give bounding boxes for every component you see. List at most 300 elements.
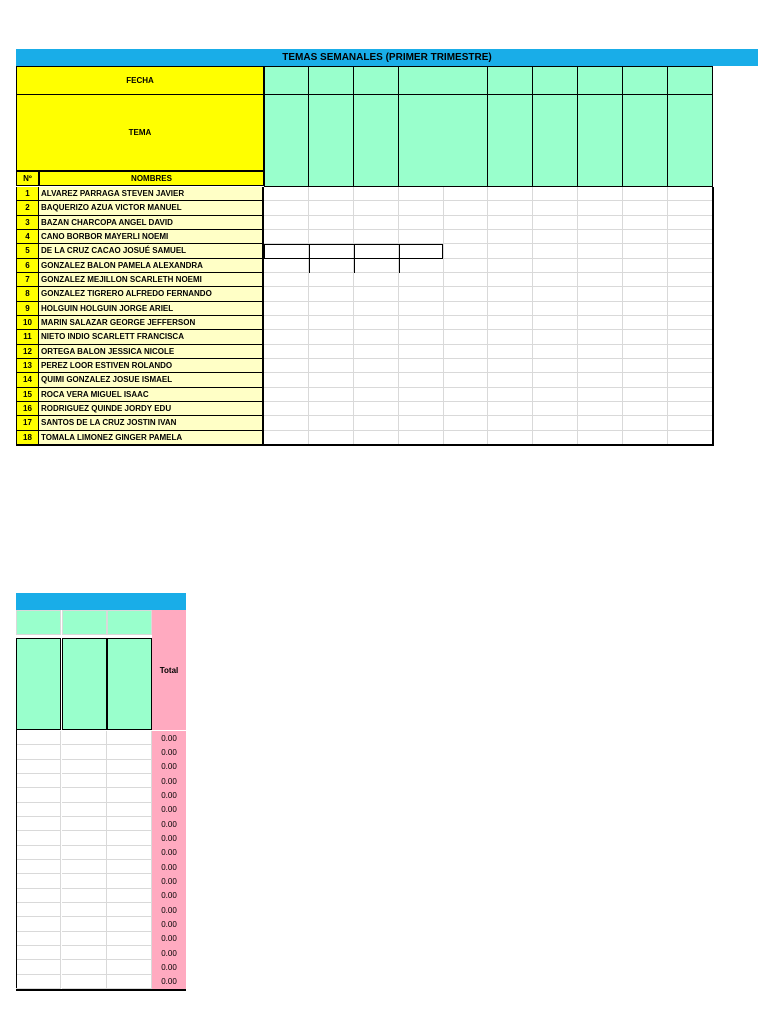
grade-cell[interactable] — [264, 316, 309, 330]
grade-cell[interactable] — [578, 230, 623, 244]
grade-cell[interactable] — [488, 187, 533, 201]
grade-cell[interactable] — [264, 431, 309, 445]
summary-cell[interactable] — [62, 788, 107, 802]
grade-cell[interactable] — [264, 402, 309, 416]
grade-cell[interactable] — [668, 373, 713, 387]
summary-cell[interactable] — [62, 874, 107, 888]
grade-cell[interactable] — [309, 230, 354, 244]
grade-cell[interactable] — [533, 273, 578, 287]
grade-cell[interactable] — [264, 359, 309, 373]
grade-cell[interactable] — [578, 244, 623, 258]
total-value: 0.00 — [152, 803, 186, 817]
summary-cell[interactable] — [62, 917, 107, 931]
grade-cell[interactable] — [578, 359, 623, 373]
summary-cell[interactable] — [62, 760, 107, 774]
row-number: 15 — [16, 388, 39, 402]
grade-cell[interactable] — [578, 287, 623, 301]
grade-cell[interactable] — [354, 416, 399, 430]
summary-cell[interactable] — [107, 975, 152, 989]
summary-cell[interactable] — [16, 917, 61, 931]
grade-cell[interactable] — [443, 431, 488, 445]
summary-cell[interactable] — [107, 803, 152, 817]
summary-cell[interactable] — [16, 903, 61, 917]
grade-cell[interactable] — [668, 259, 713, 273]
summary-cell[interactable] — [107, 760, 152, 774]
grade-cell[interactable] — [533, 345, 578, 359]
student-name: GONZALEZ TIGRERO ALFREDO FERNANDO — [39, 287, 264, 301]
grade-cell[interactable] — [578, 302, 623, 316]
grade-cell[interactable] — [533, 259, 578, 273]
grade-cell[interactable] — [354, 330, 399, 344]
summary-cell[interactable] — [62, 975, 107, 989]
summary-cell[interactable] — [16, 846, 61, 860]
summary-cell[interactable] — [62, 745, 107, 759]
summary-cell[interactable] — [107, 774, 152, 788]
grade-cell[interactable] — [488, 431, 533, 445]
grade-cell[interactable] — [354, 431, 399, 445]
tema-header: TEMA — [16, 95, 264, 171]
highlight-divider — [399, 244, 400, 273]
grade-cell[interactable] — [533, 402, 578, 416]
grade-cell[interactable] — [533, 244, 578, 258]
grade-cell[interactable] — [578, 201, 623, 215]
grade-cell[interactable] — [399, 316, 444, 330]
summary-tema-cell — [16, 638, 61, 730]
grade-cell[interactable] — [623, 373, 668, 387]
total-value: 0.00 — [152, 860, 186, 874]
grade-cell[interactable] — [443, 359, 488, 373]
grade-cell[interactable] — [399, 431, 444, 445]
summary-cell[interactable] — [16, 745, 61, 759]
grade-cell[interactable] — [623, 273, 668, 287]
grade-cell[interactable] — [488, 416, 533, 430]
total-value: 0.00 — [152, 917, 186, 931]
row-number: 4 — [16, 230, 39, 244]
grade-cell[interactable] — [668, 402, 713, 416]
grade-cell[interactable] — [399, 416, 444, 430]
nombres-header: NOMBRES — [39, 171, 264, 186]
grade-cell[interactable] — [264, 216, 309, 230]
grade-cell[interactable] — [264, 388, 309, 402]
num-header: Nº — [16, 171, 39, 186]
grade-cell[interactable] — [488, 388, 533, 402]
summary-cell[interactable] — [107, 745, 152, 759]
row-number: 8 — [16, 287, 39, 301]
row-number: 14 — [16, 373, 39, 387]
summary-cell[interactable] — [62, 932, 107, 946]
grade-cell[interactable] — [578, 402, 623, 416]
grade-cell[interactable] — [578, 388, 623, 402]
summary-cell[interactable] — [16, 960, 61, 974]
grade-cell[interactable] — [443, 388, 488, 402]
student-name: ORTEGA BALON JESSICA NICOLE — [39, 345, 264, 359]
summary-cell[interactable] — [62, 803, 107, 817]
grade-cell[interactable] — [443, 316, 488, 330]
summary-cell[interactable] — [16, 831, 61, 845]
grade-cell[interactable] — [533, 416, 578, 430]
student-name: GONZALEZ MEJILLON SCARLETH NOEMI — [39, 273, 264, 287]
grade-cell[interactable] — [623, 230, 668, 244]
grade-cell[interactable] — [354, 187, 399, 201]
grade-cell[interactable] — [399, 302, 444, 316]
grade-cell[interactable] — [443, 201, 488, 215]
grade-cell[interactable] — [623, 431, 668, 445]
summary-cell[interactable] — [107, 817, 152, 831]
grade-cell[interactable] — [309, 316, 354, 330]
summary-cell[interactable] — [16, 788, 61, 802]
grade-cell[interactable] — [399, 287, 444, 301]
row-number: 9 — [16, 302, 39, 316]
highlight-divider — [309, 244, 310, 273]
grade-cell[interactable] — [488, 345, 533, 359]
grade-cell[interactable] — [623, 287, 668, 301]
grade-cell[interactable] — [623, 259, 668, 273]
grade-cell[interactable] — [668, 359, 713, 373]
grade-cell[interactable] — [443, 302, 488, 316]
summary-cell[interactable] — [107, 889, 152, 903]
summary-cell[interactable] — [16, 889, 61, 903]
grade-cell[interactable] — [309, 216, 354, 230]
grade-cell[interactable] — [264, 187, 309, 201]
grade-cell[interactable] — [443, 330, 488, 344]
grade-cell[interactable] — [309, 373, 354, 387]
grade-cell[interactable] — [354, 259, 399, 273]
grid-right-border — [712, 187, 714, 445]
grade-cell[interactable] — [309, 330, 354, 344]
grade-cell[interactable] — [578, 416, 623, 430]
grade-cell[interactable] — [488, 259, 533, 273]
row-number: 7 — [16, 273, 39, 287]
grade-cell[interactable] — [488, 244, 533, 258]
summary-cell[interactable] — [16, 774, 61, 788]
total-value: 0.00 — [152, 788, 186, 802]
grade-cell[interactable] — [354, 316, 399, 330]
grade-cell[interactable] — [309, 402, 354, 416]
summary-cell[interactable] — [16, 731, 61, 745]
grade-cell[interactable] — [578, 330, 623, 344]
grade-cell[interactable] — [309, 201, 354, 215]
grade-cell[interactable] — [354, 273, 399, 287]
summary-tema-cell — [107, 638, 152, 730]
total-value: 0.00 — [152, 745, 186, 759]
grade-cell[interactable] — [623, 316, 668, 330]
total-value: 0.00 — [152, 889, 186, 903]
grade-cell[interactable] — [354, 302, 399, 316]
grade-cell[interactable] — [668, 187, 713, 201]
grade-cell[interactable] — [578, 431, 623, 445]
summary-cell[interactable] — [107, 846, 152, 860]
grade-cell[interactable] — [443, 373, 488, 387]
grade-cell[interactable] — [578, 273, 623, 287]
grade-cell[interactable] — [399, 273, 444, 287]
summary-cell[interactable] — [62, 946, 107, 960]
summary-cell[interactable] — [62, 860, 107, 874]
grade-cell[interactable] — [578, 216, 623, 230]
grade-cell[interactable] — [668, 216, 713, 230]
student-name: DE LA CRUZ CACAO JOSUÉ SAMUEL — [39, 244, 264, 258]
grade-cell[interactable] — [354, 388, 399, 402]
grade-cell[interactable] — [668, 230, 713, 244]
summary-cell[interactable] — [107, 960, 152, 974]
summary-date-cell — [107, 610, 152, 635]
grade-cell[interactable] — [399, 259, 444, 273]
grade-cell[interactable] — [578, 187, 623, 201]
grade-cell[interactable] — [399, 201, 444, 215]
summary-cell[interactable] — [16, 860, 61, 874]
summary-cell[interactable] — [62, 846, 107, 860]
summary-cell[interactable] — [16, 874, 61, 888]
grade-cell[interactable] — [533, 302, 578, 316]
grade-cell[interactable] — [668, 201, 713, 215]
tema-cell — [533, 95, 578, 187]
grade-cell[interactable] — [264, 273, 309, 287]
row-number: 10 — [16, 316, 39, 330]
grade-cell[interactable] — [309, 388, 354, 402]
grade-cell[interactable] — [264, 230, 309, 244]
grade-cell[interactable] — [354, 216, 399, 230]
student-name: CANO BORBOR MAYERLI NOEMI — [39, 230, 264, 244]
student-name: ALVAREZ PARRAGA STEVEN JAVIER — [39, 187, 264, 201]
grade-cell[interactable] — [578, 373, 623, 387]
student-name: GONZALEZ BALON PAMELA ALEXANDRA — [39, 259, 264, 273]
summary-cell[interactable] — [62, 903, 107, 917]
grade-cell[interactable] — [354, 201, 399, 215]
grade-cell[interactable] — [443, 287, 488, 301]
grade-cell[interactable] — [309, 345, 354, 359]
summary-cell[interactable] — [107, 874, 152, 888]
summary-cell[interactable] — [62, 774, 107, 788]
grade-cell[interactable] — [623, 201, 668, 215]
fecha-header: FECHA — [16, 66, 264, 95]
grade-cell[interactable] — [309, 259, 354, 273]
row-number: 6 — [16, 259, 39, 273]
total-value: 0.00 — [152, 846, 186, 860]
grade-cell[interactable] — [309, 416, 354, 430]
grade-cell[interactable] — [354, 402, 399, 416]
grade-cell[interactable] — [443, 273, 488, 287]
grade-cell[interactable] — [443, 259, 488, 273]
grade-cell[interactable] — [623, 302, 668, 316]
grade-cell[interactable] — [488, 330, 533, 344]
grade-cell[interactable] — [533, 287, 578, 301]
grade-cell[interactable] — [488, 359, 533, 373]
grade-cell[interactable] — [264, 287, 309, 301]
date-header-cell — [354, 66, 399, 95]
total-value: 0.00 — [152, 960, 186, 974]
grade-cell[interactable] — [668, 330, 713, 344]
grade-cell[interactable] — [443, 230, 488, 244]
date-header-cell — [264, 66, 309, 95]
summary-tema-cell — [62, 638, 107, 730]
row-number: 5 — [16, 244, 39, 258]
total-value: 0.00 — [152, 946, 186, 960]
summary-cell[interactable] — [16, 817, 61, 831]
summary-left-border — [16, 730, 17, 988]
summary-cell[interactable] — [107, 788, 152, 802]
total-value: 0.00 — [152, 932, 186, 946]
grade-cell[interactable] — [533, 230, 578, 244]
grade-cell[interactable] — [623, 345, 668, 359]
grade-cell[interactable] — [309, 302, 354, 316]
grade-cell[interactable] — [488, 302, 533, 316]
grade-cell[interactable] — [668, 388, 713, 402]
grade-cell[interactable] — [354, 345, 399, 359]
student-name: MARIN SALAZAR GEORGE JEFFERSON — [39, 316, 264, 330]
grade-cell[interactable] — [309, 431, 354, 445]
grade-cell[interactable] — [309, 287, 354, 301]
grade-cell[interactable] — [264, 302, 309, 316]
grade-cell[interactable] — [668, 431, 713, 445]
total-value: 0.00 — [152, 817, 186, 831]
grade-cell[interactable] — [488, 373, 533, 387]
grade-cell[interactable] — [623, 388, 668, 402]
summary-cell[interactable] — [62, 817, 107, 831]
grade-cell[interactable] — [354, 230, 399, 244]
row-number: 16 — [16, 402, 39, 416]
tema-cell — [668, 95, 713, 187]
row-number: 17 — [16, 416, 39, 430]
grade-cell[interactable] — [488, 230, 533, 244]
date-header-cell — [533, 66, 578, 95]
grade-cell[interactable] — [264, 259, 309, 273]
grade-cell[interactable] — [533, 216, 578, 230]
grade-cell[interactable] — [668, 273, 713, 287]
date-header-cell — [578, 66, 623, 95]
grade-cell[interactable] — [668, 316, 713, 330]
grade-cell[interactable] — [668, 287, 713, 301]
summary-cell[interactable] — [107, 831, 152, 845]
grade-cell[interactable] — [399, 359, 444, 373]
date-header-cell — [668, 66, 713, 95]
grade-cell[interactable] — [533, 431, 578, 445]
grade-cell[interactable] — [488, 402, 533, 416]
sheet-title: TEMAS SEMANALES (PRIMER TRIMESTRE) — [16, 49, 758, 66]
summary-cell[interactable] — [16, 803, 61, 817]
grade-cell[interactable] — [264, 373, 309, 387]
grade-cell[interactable] — [443, 345, 488, 359]
grade-cell[interactable] — [623, 216, 668, 230]
grade-cell[interactable] — [354, 359, 399, 373]
grade-cell[interactable] — [399, 216, 444, 230]
grade-cell[interactable] — [399, 388, 444, 402]
grade-cell[interactable] — [533, 359, 578, 373]
total-value: 0.00 — [152, 903, 186, 917]
grade-cell[interactable] — [668, 302, 713, 316]
grade-cell[interactable] — [623, 359, 668, 373]
summary-cell[interactable] — [107, 860, 152, 874]
grade-cell[interactable] — [264, 201, 309, 215]
tema-cell — [443, 95, 488, 187]
tema-cell — [354, 95, 399, 187]
grade-cell[interactable] — [443, 416, 488, 430]
grade-cell[interactable] — [488, 287, 533, 301]
summary-cell[interactable] — [107, 917, 152, 931]
row-number: 3 — [16, 216, 39, 230]
date-header-cell — [488, 66, 533, 95]
grade-cell[interactable] — [533, 187, 578, 201]
summary-cell[interactable] — [62, 960, 107, 974]
summary-cell[interactable] — [62, 731, 107, 745]
grade-cell[interactable] — [623, 187, 668, 201]
grade-cell[interactable] — [443, 244, 488, 258]
summary-cell[interactable] — [62, 831, 107, 845]
grade-cell[interactable] — [399, 373, 444, 387]
student-name: RODRIGUEZ QUINDE JORDY EDU — [39, 402, 264, 416]
grade-cell[interactable] — [399, 330, 444, 344]
summary-cell[interactable] — [107, 903, 152, 917]
summary-cell[interactable] — [16, 975, 61, 989]
summary-cell[interactable] — [107, 932, 152, 946]
grade-cell[interactable] — [668, 244, 713, 258]
tema-cell — [264, 95, 309, 187]
summary-cell[interactable] — [16, 946, 61, 960]
grade-cell[interactable] — [354, 373, 399, 387]
grade-cell[interactable] — [309, 273, 354, 287]
summary-title-bar — [16, 593, 186, 610]
grade-cell[interactable] — [488, 273, 533, 287]
summary-cell[interactable] — [107, 731, 152, 745]
student-name: NIETO INDIO SCARLETT FRANCISCA — [39, 330, 264, 344]
grade-cell[interactable] — [488, 201, 533, 215]
grade-cell[interactable] — [264, 330, 309, 344]
grade-cell[interactable] — [623, 416, 668, 430]
summary-cell[interactable] — [16, 760, 61, 774]
grade-cell[interactable] — [264, 416, 309, 430]
grade-cell[interactable] — [533, 373, 578, 387]
grade-cell[interactable] — [264, 345, 309, 359]
grade-cell[interactable] — [443, 187, 488, 201]
grade-cell[interactable] — [309, 187, 354, 201]
summary-cell[interactable] — [107, 946, 152, 960]
grade-cell[interactable] — [399, 230, 444, 244]
grade-cell[interactable] — [623, 244, 668, 258]
grade-cell[interactable] — [443, 216, 488, 230]
tema-cell — [309, 95, 354, 187]
grade-cell[interactable] — [578, 259, 623, 273]
date-header-cell — [399, 66, 444, 95]
summary-date-cell — [62, 610, 107, 635]
grade-cell[interactable] — [488, 316, 533, 330]
grade-cell[interactable] — [668, 416, 713, 430]
grade-cell[interactable] — [533, 201, 578, 215]
student-name: PEREZ LOOR ESTIVEN ROLANDO — [39, 359, 264, 373]
grade-cell[interactable] — [533, 330, 578, 344]
summary-cell[interactable] — [62, 889, 107, 903]
grade-cell[interactable] — [443, 402, 488, 416]
tema-cell — [399, 95, 444, 187]
student-name: TOMALA LIMONEZ GINGER PAMELA — [39, 431, 264, 445]
grade-cell[interactable] — [668, 345, 713, 359]
total-value: 0.00 — [152, 731, 186, 745]
grade-cell[interactable] — [623, 330, 668, 344]
summary-cell[interactable] — [16, 932, 61, 946]
grade-cell[interactable] — [623, 402, 668, 416]
tema-cell — [623, 95, 668, 187]
grade-cell[interactable] — [533, 388, 578, 402]
date-header-cell — [623, 66, 668, 95]
grade-cell[interactable] — [399, 187, 444, 201]
grade-cell[interactable] — [399, 402, 444, 416]
tema-cell — [488, 95, 533, 187]
grade-cell[interactable] — [578, 345, 623, 359]
grade-cell[interactable] — [488, 216, 533, 230]
grade-cell[interactable] — [354, 287, 399, 301]
grade-cell[interactable] — [309, 359, 354, 373]
grade-cell[interactable] — [399, 345, 444, 359]
row-number: 1 — [16, 187, 39, 201]
grade-cell[interactable] — [533, 316, 578, 330]
grade-cell[interactable] — [578, 316, 623, 330]
